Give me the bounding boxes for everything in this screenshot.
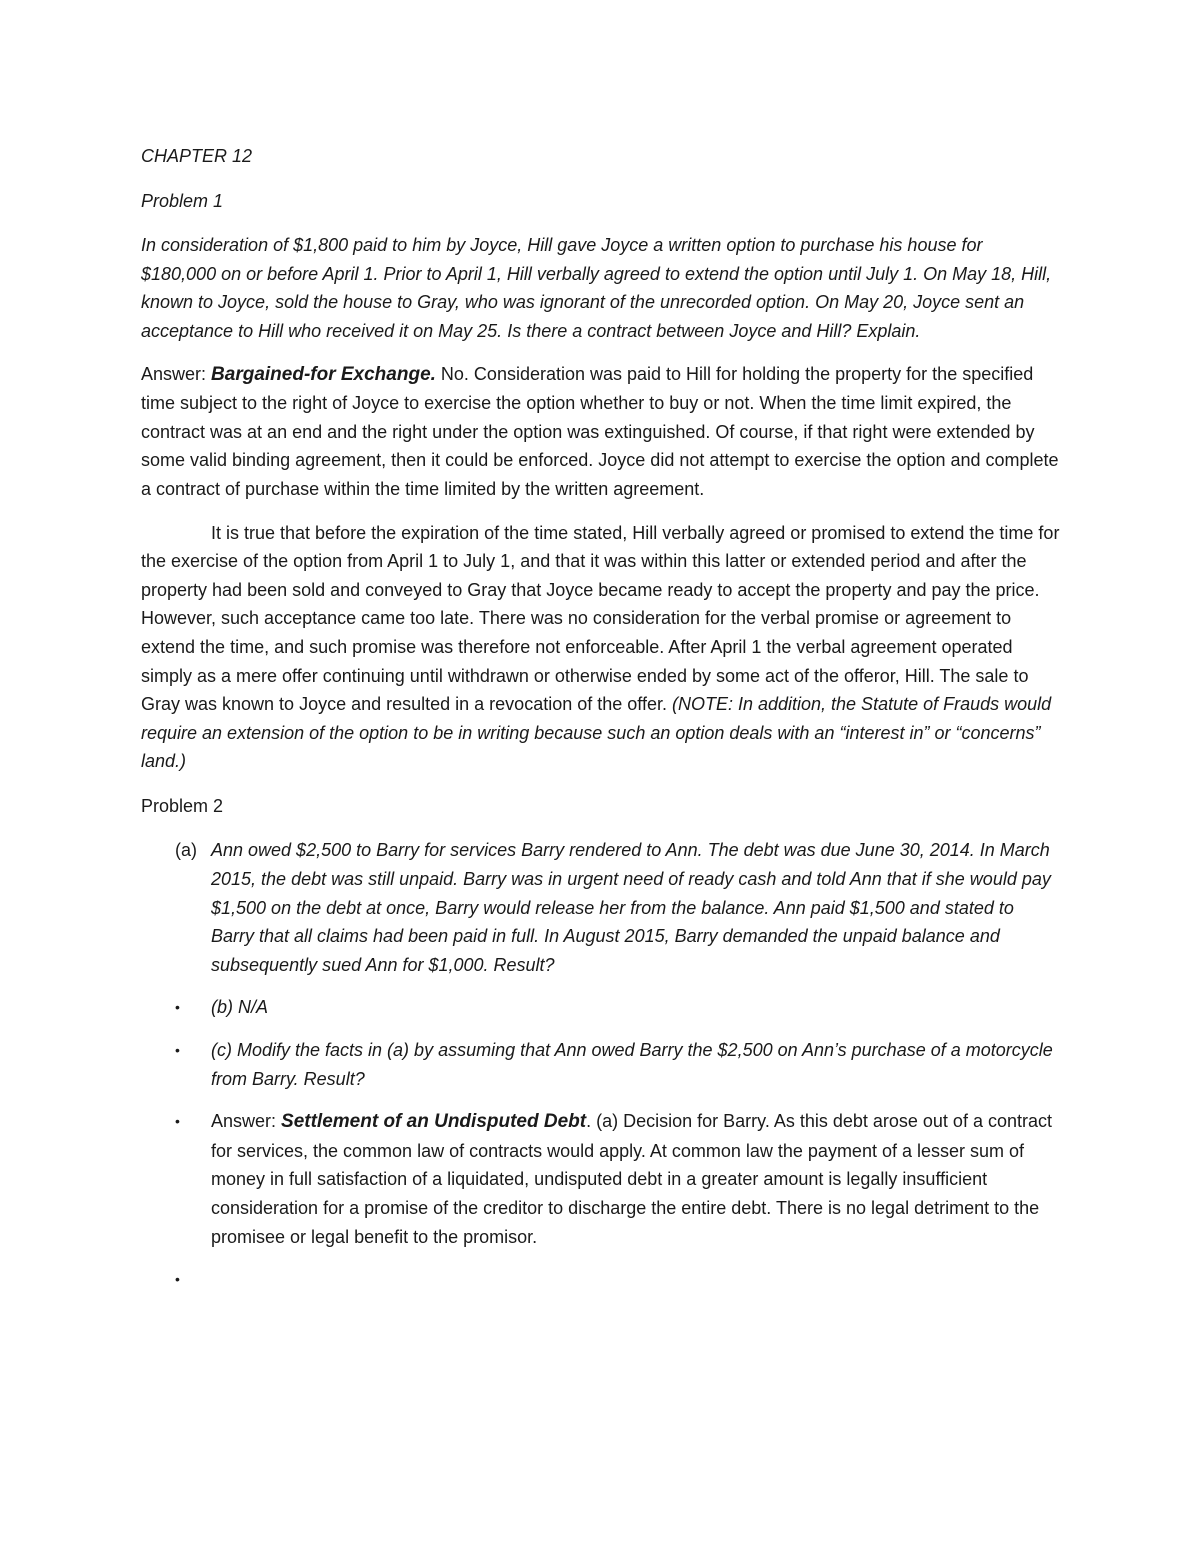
answer-prefix: Answer: xyxy=(211,1111,282,1132)
paragraph-2-text: It is true that before the expiration of the time stated, Hill verbally agreed or promised to extend the time for the exercise of the option from April 1 to July 1, and that it was within this latter or extended period and after the property had been sold and conveyed to Gray that Joyce became ready to accept the property and pay the price. However, such acceptance came too late. There was no consideration for the verbal promise or agreement to extend the time, and such promise was therefore not enforceable. After April 1 the verbal agreement operated simply as a mere offer continuing until withdrawn or otherwise ended by some act of the offeror, Hill. The sale to Gray was known to Joyce and resulted in a revocation of the offer. xyxy=(141,522,1060,715)
list-item-b xyxy=(141,993,1061,1022)
bullet-icon: • xyxy=(175,1042,180,1059)
item-c-text: (c) Modify the facts in (a) by assuming that Ann owed Barry the $2,500 on Ann’s purchase of a motorcycle from Barry. Result? xyxy=(211,1040,1053,1089)
document-body xyxy=(141,142,1061,1308)
answer-term: Settlement of an Undisputed Debt xyxy=(281,1111,587,1133)
problem-2-label: Problem 2 xyxy=(141,795,224,816)
bullet-icon: • xyxy=(175,1113,180,1130)
problem-1-question: In consideration of $1,800 paid to him by Joyce, Hill gave Joyce a written option to purchase his house for $180,000 on or before April 1. Prior to April 1, Hill verbally agreed to extend the option until July 1. On May 18, Hill, known to Joyce, sold the house to Gray, who was ignorant of the unrecorded option. On May 20, Joyce sent an acceptance to Hill who received it on May 25. Is there a contract between Joyce and Hill? Explain. xyxy=(141,235,1052,341)
bullet-icon: • xyxy=(175,999,180,1016)
note-text: (NOTE: In addition, the Statute of Frauds would require an extension of the option to be in writing because such an option deals with an “interest in” or “concerns” land.) xyxy=(141,694,1052,772)
list-item-empty xyxy=(141,1265,1061,1294)
chapter-title: CHAPTER 12 xyxy=(141,146,253,166)
item-a-text: Ann owed $2,500 to Barry for services Barry rendered to Ann. The debt was due June 30, 2014. In March 2015, the debt was still unpaid. Barry was in urgent need of ready cash and told Ann that if she would pay $1,500 on the debt at once, Barry would release her from the balance. Ann paid $1,500 and stated to Barry that all claims had been paid in full. In August 2015, Barry demanded the unpaid balance and subsequently sued Ann for $1,000. Result? xyxy=(211,840,1051,975)
list-item-answer xyxy=(141,1107,1061,1251)
problem-1-answer xyxy=(141,360,1061,504)
list-marker-a: (a) xyxy=(175,840,197,861)
answer-prefix: Answer: xyxy=(141,363,212,384)
bullet-icon: • xyxy=(175,1271,180,1288)
answer-text: . (a) Decision for Barry. As this debt arose out of a contract for services, the common law of contracts would apply. At common law the payment of a lesser sum of money in full satisfaction of a liquidated, undisputed debt in a greater amount is legally insufficient consideration for a promise of the creditor to discharge the entire debt. There is no legal detriment to the promisee or legal benefit to the promisor. xyxy=(211,1111,1052,1247)
answer-term: Bargained-for Exchange. xyxy=(211,363,436,385)
item-b-text: (b) N/A xyxy=(211,997,269,1018)
answer-text: No. Consideration was paid to Hill for holding the property for the specified time subject to the right of Joyce to exercise the option whether to buy or not. When the time limit expired, the contract was at an end and the right under the option was extinguished. Of course, if that right were extended by some valid binding agreement, then it could be enforced. Joyce did not attempt to exercise the option and complete a contract of purchase within the time limited by the written agreement. xyxy=(141,363,1059,499)
list-item-a xyxy=(141,836,1061,979)
list-item-c xyxy=(141,1036,1061,1093)
problem-1-label: Problem 1 xyxy=(141,190,224,211)
problem-1-paragraph-2 xyxy=(141,519,1061,776)
